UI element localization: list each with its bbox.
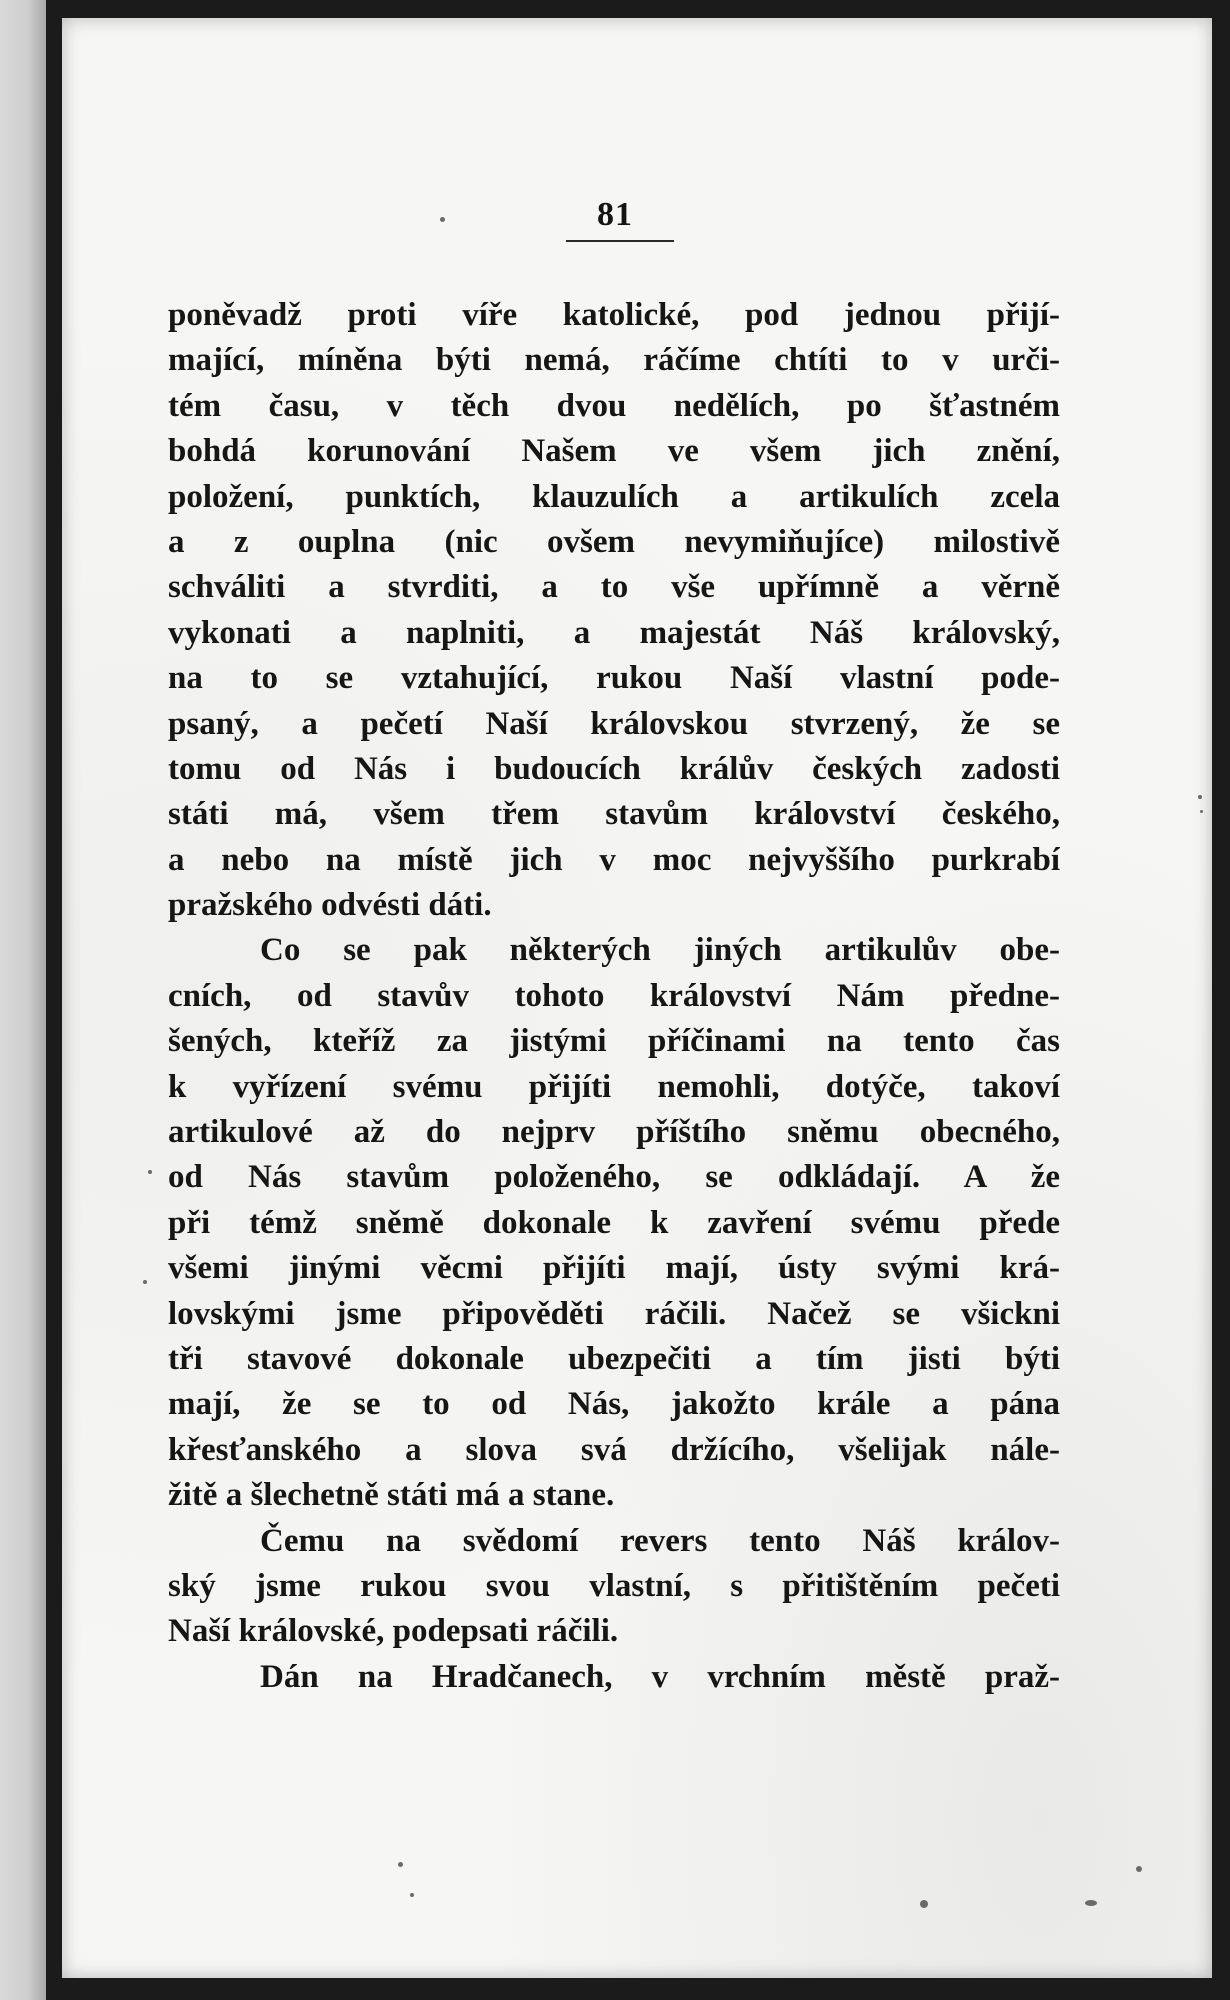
dust-speck: [920, 1900, 928, 1908]
text-line: šených, kteříž za jistými příčinami na tento čas: [168, 1023, 1060, 1060]
text-line: pražského odvésti dáti.: [168, 887, 492, 924]
text-line: lovskými jsme připověděti ráčili. Načež se všickni: [168, 1295, 1060, 1332]
text-line: křesťanského a slova svá držícího, všelijak nále-: [168, 1431, 1060, 1468]
dust-speck: [410, 1893, 414, 1897]
paragraph-4: [168, 1655, 1060, 1700]
paragraph-3: [168, 1519, 1060, 1655]
dust-speck: [1200, 810, 1203, 813]
text-line: všemi jinými věcmi přijíti mají, ústy svými krá-: [168, 1250, 1060, 1287]
text-line: od Nás stavům položeného, se odkládají. A že: [168, 1159, 1060, 1196]
dust-speck: [1136, 1866, 1142, 1872]
text-line: při témž sněmě dokonale k zavření svému přede: [168, 1204, 1060, 1241]
text-line: žitě a šlechetně státi má a stane.: [168, 1477, 615, 1514]
text-line: tomu od Nás i budoucích králův českých zadosti: [168, 750, 1060, 787]
dust-speck: [440, 217, 445, 222]
text-line: Co se pak některých jiných artikulův obe-: [260, 932, 1060, 969]
text-line: na to se vztahující, rukou Naší vlastní pode-: [168, 660, 1060, 697]
text-line: schváliti a stvrditi, a to vše upřímně a věrně: [168, 569, 1060, 606]
text-line: ský jsme rukou svou vlastní, s přitištěním pečeti: [168, 1567, 1060, 1604]
text-line: Dán na Hradčanech, v vrchním městě praž-: [260, 1658, 1060, 1695]
paragraph-2: [168, 928, 1060, 1518]
text-line: vykonati a naplniti, a majestát Náš královský,: [168, 614, 1060, 651]
book-edge: [0, 0, 46, 2000]
page-number: 81: [597, 196, 633, 233]
text-line: státi má, všem třem stavům království českého,: [168, 796, 1060, 833]
text-line: mající, míněna býti nemá, ráčíme chtíti to v urči-: [168, 342, 1060, 379]
text-line: psaný, a pečetí Naší královskou stvrzený, že se: [168, 705, 1060, 742]
dust-speck: [398, 1862, 403, 1867]
text-line: tři stavové dokonale ubezpečiti a tím jisti býti: [168, 1340, 1060, 1377]
text-line: artikulové až do nejprv příštího sněmu obecného,: [168, 1114, 1060, 1151]
text-line: a z ouplna (nic ovšem nevymiňujíce) milostivě: [168, 523, 1060, 560]
page-number-rule: [566, 240, 674, 242]
dust-speck: [143, 1280, 147, 1284]
text-line: poněvadž proti víře katolické, pod jednou přijí-: [168, 297, 1060, 333]
text-line: Naší královské, podepsati ráčili.: [168, 1613, 619, 1650]
text-line: a nebo na místě jich v moc nejvyššího purkrabí: [168, 841, 1060, 878]
body-text: [168, 293, 1060, 1700]
text-line: tém času, v těch dvou nedělích, po šťastném: [168, 387, 1060, 424]
text-line: k vyřízení svému přijíti nemohli, dotýče, takoví: [168, 1068, 1060, 1105]
text-line: položení, punktích, klauzulích a artikulích zcela: [168, 478, 1060, 515]
dust-speck: [1085, 1900, 1097, 1906]
text-line: bohdá korunování Našem ve všem jich znění,: [168, 433, 1060, 470]
text-line: Čemu na svědomí revers tento Náš králov-: [260, 1522, 1060, 1559]
text-line: cních, od stavův tohoto království Nám předne-: [168, 977, 1060, 1014]
paragraph-1: [168, 293, 1060, 928]
dust-speck: [148, 1170, 152, 1174]
text-line: mají, že se to od Nás, jakožto krále a pána: [168, 1386, 1060, 1423]
dust-speck: [1198, 795, 1202, 799]
